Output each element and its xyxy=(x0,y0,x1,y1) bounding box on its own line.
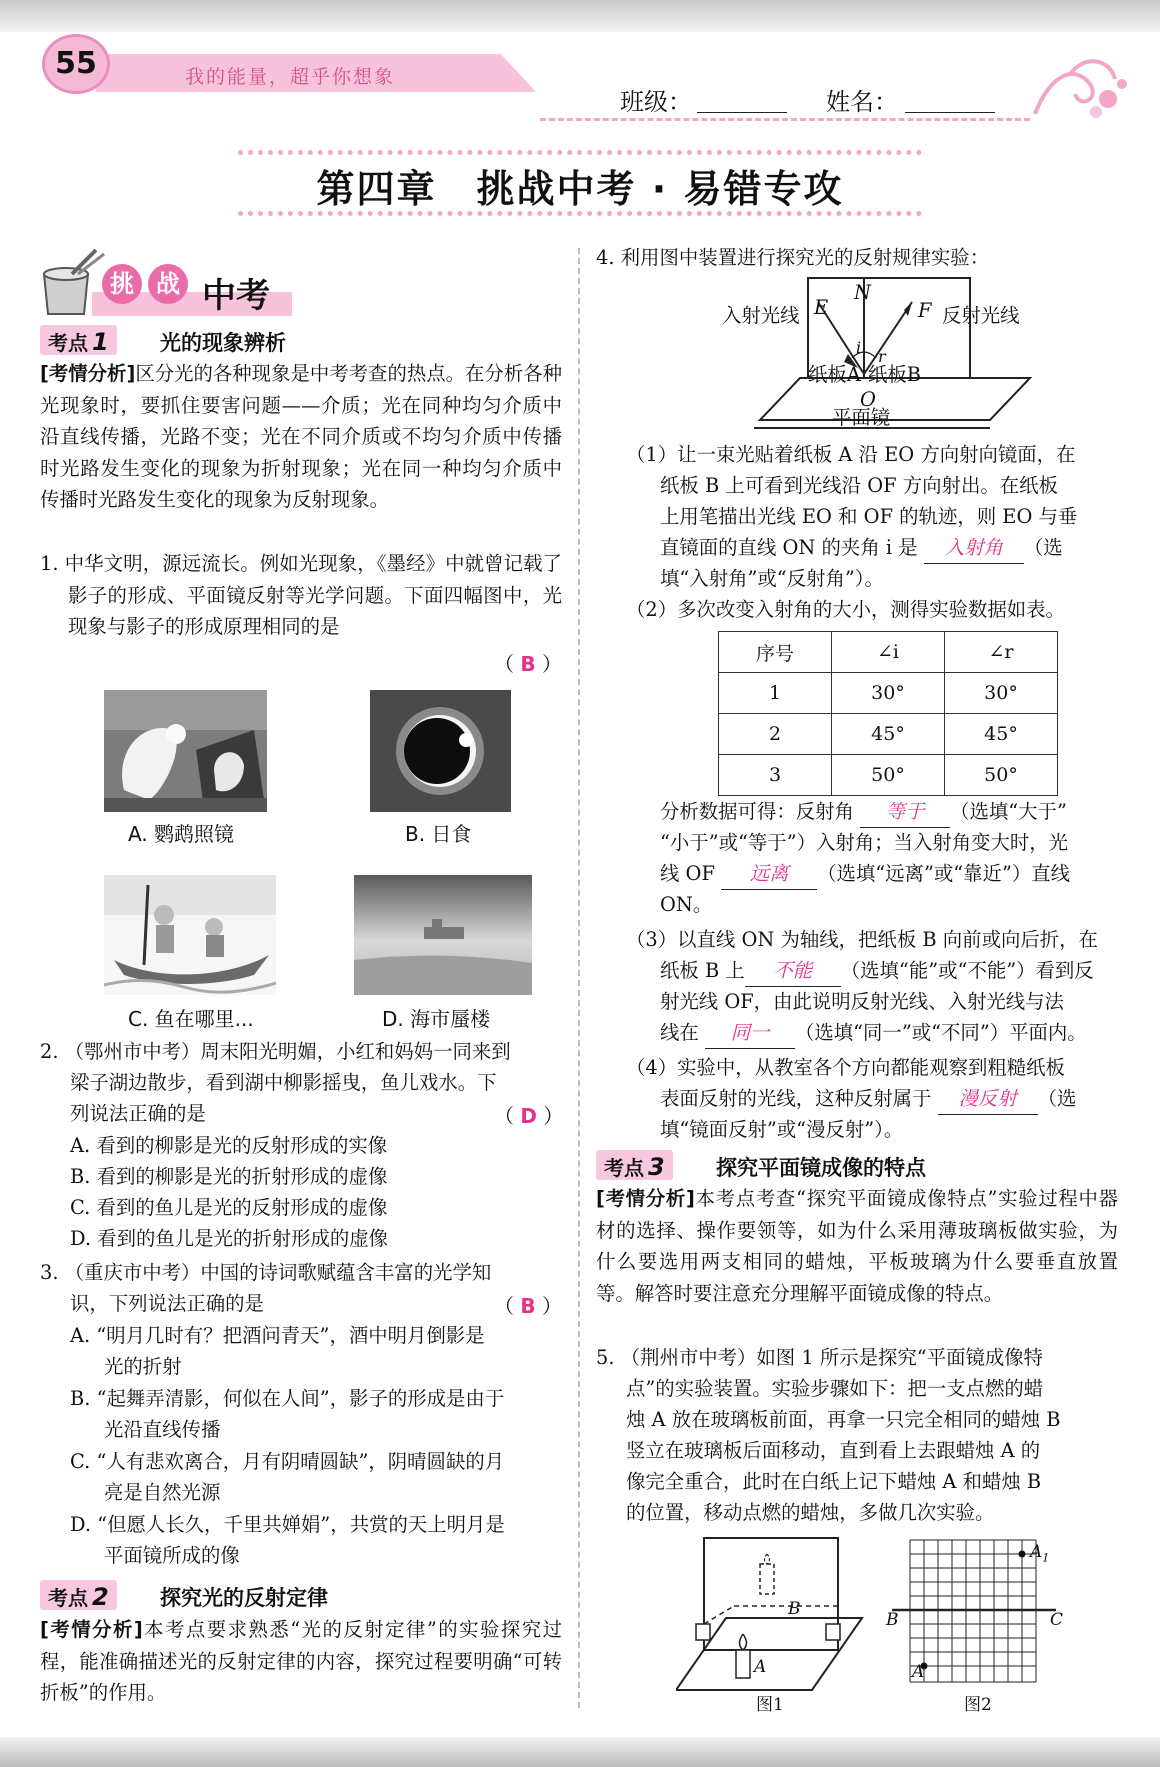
q4-p2b-pre: 分析数据可得：反射角 xyxy=(660,800,854,823)
fig2-label-a: A xyxy=(912,1662,925,1682)
q2-stem-line-2: 梁子湖边散步，看到湖中柳影摇曳，鱼儿戏水。下 xyxy=(70,1071,497,1094)
table-cell: 45° xyxy=(832,714,945,755)
fig1-caption: 图1 xyxy=(756,1695,784,1715)
analysis-1-text: 区分光的各种现象是中考考查的热点。在分析各种光现象时，要抓住要害问题——介质；光在同种均匀介质中沿直线传播，光路不变；光在不同介质或不均匀介质中传播时光路发生变化的现象为折射现象；光在同一种均匀介质中传播时光路发生变化的现象为反射现象。 xyxy=(40,362,562,511)
q4-p2b-mid: （选填“大于” xyxy=(950,800,1067,823)
q4-p4-line-3: 填“镜面反射”或“漫反射”）。 xyxy=(660,1118,904,1141)
diagram-label-n: N xyxy=(854,281,871,304)
table-cell: 3 xyxy=(719,755,832,796)
diagram-reflected-label: 反射光线 xyxy=(942,304,1020,327)
q4-p4-post2: （选 xyxy=(1037,1087,1077,1110)
q5-line-3: 烛 A 放在玻璃板前面，再拿一只完全相同的蜡烛 B xyxy=(626,1408,1061,1431)
table-header: ∠r xyxy=(945,632,1058,673)
q4-p2b-line-2: “小于”或“等于”）入射角；当入射角变大时，光 xyxy=(660,831,1069,854)
page-frame-bottom xyxy=(0,1737,1160,1767)
page-number: 55 xyxy=(42,34,110,94)
page-frame-top xyxy=(0,0,1160,32)
q4-p1-post: （选 xyxy=(1023,536,1063,559)
kaodian-2-title: 探究光的反射定律 xyxy=(160,1586,328,1610)
parrot-mirror-image xyxy=(104,690,267,812)
q3-option-a-line-1: A. “明月几时有？把酒问青天”，酒中明月倒影是 xyxy=(70,1324,485,1347)
q1-option-b: B. 日食 xyxy=(405,822,472,846)
fig2-label-a1-main: A xyxy=(1030,1542,1043,1562)
q4-p1-pre: 直镜面的直线 ON 的夹角 i 是 xyxy=(660,536,918,559)
q1-answer-box: （ B ） xyxy=(494,652,562,676)
q4-p3-line-3: 射光线 OF，由此说明反射光线、入射光线与法 xyxy=(660,990,1064,1013)
q4-p4-line-1: （4）实验中，从教室各个方向都能观察到粗糙纸板 xyxy=(626,1056,1065,1079)
q4-p2b-post3: （选填“远离”或“靠近”）直线 xyxy=(817,862,1071,885)
q4-p3-line-1: （3）以直线 ON 为轴线，把纸板 B 向前或向后折，在 xyxy=(626,928,1098,951)
q1-option-d: D. 海市蜃楼 xyxy=(382,1007,491,1031)
q2-option-b: B. 看到的柳影是光的折射形成的虚像 xyxy=(70,1165,388,1188)
q4-p3-post4: （选填“同一”或“不同”）平面内。 xyxy=(794,1021,1087,1044)
q4-p3-line-2 xyxy=(660,956,1094,987)
name-field[interactable] xyxy=(905,112,995,113)
analysis-2-text: 本考点要求熟悉“光的反射定律”的实验探究过程，能准确描述光的反射定律的内容，探究过程要明确“可转折板”的作用。 xyxy=(40,1618,562,1704)
diagram-label-i: i xyxy=(856,338,862,357)
analysis-1 xyxy=(40,358,562,516)
table-cell: 1 xyxy=(719,673,832,714)
kaodian-1-num: 1 xyxy=(92,328,109,356)
table-cell: 2 xyxy=(719,714,832,755)
diagram-board-a: 纸板A xyxy=(808,363,861,386)
analysis-2 xyxy=(40,1614,562,1709)
q4-p3-answer-2[interactable]: 同一 xyxy=(705,1018,795,1049)
table-row xyxy=(719,673,1058,714)
diagram-label-f: F xyxy=(918,299,932,322)
table-header: 序号 xyxy=(719,632,832,673)
q4-p1-line-2: 纸板 B 上可看到光线沿 OF 方向射出。在纸板 xyxy=(660,474,1058,497)
fig2-label-a1-sub: 1 xyxy=(1042,1551,1050,1565)
kaodian-1-title: 光的现象辨析 xyxy=(160,331,286,355)
analysis-2-tag: [考情分析] xyxy=(40,1618,143,1641)
q2-stem-line-1: 2. （鄂州市中考）周末阳光明媚，小红和妈妈一同来到 xyxy=(40,1040,511,1063)
diagram-label-o: O xyxy=(860,388,876,411)
q4-p1-line-1: （1）让一束光贴着纸板 A 沿 EO 方向射向镜面，在 xyxy=(626,443,1076,466)
q4-p3-answer-1[interactable]: 不能 xyxy=(745,956,841,987)
q3-stem-line-1: 3. （重庆市中考）中国的诗词歌赋蕴含丰富的光学知 xyxy=(40,1261,492,1284)
q3-stem-line-2: 识，下列说法正确的是 xyxy=(70,1292,264,1315)
q4-stem: 4. 利用图中装置进行探究光的反射规律实验： xyxy=(596,246,990,269)
q3-option-d-line-2: 平面镜所成的像 xyxy=(104,1544,240,1567)
q2-option-a: A. 看到的柳影是光的反射形成的实像 xyxy=(70,1134,388,1157)
q5-line-6: 的位置，移动点燃的蜡烛，多做几次实验。 xyxy=(626,1501,995,1524)
fig2-label-b: B xyxy=(886,1610,899,1630)
fig2-label-c: C xyxy=(1050,1610,1064,1630)
fig1-label-b: B xyxy=(788,1599,801,1619)
q3-answer: B xyxy=(520,1294,536,1318)
q5-line-4: 竖立在玻璃板后面移动，直到看上去跟蜡烛 A 的 xyxy=(626,1439,1041,1462)
section-badge-char-2: 战 xyxy=(148,264,188,304)
q1-option-c: C. 鱼在哪里... xyxy=(128,1007,254,1031)
class-label: 班级： xyxy=(620,88,692,116)
q3-option-c-line-1: C. “人有悲欢离合，月有阴晴圆缺”，阴晴圆缺的月 xyxy=(70,1450,505,1473)
q2-answer: D xyxy=(520,1104,537,1128)
diagram-label-r: r xyxy=(878,347,886,366)
table-header: ∠i xyxy=(832,632,945,673)
table-cell: 30° xyxy=(832,673,945,714)
q4-p1-line-4 xyxy=(660,533,1063,564)
table-row xyxy=(719,755,1058,796)
q4-p2b-line-4: ON。 xyxy=(660,893,713,916)
q3-option-d-line-1: D. “但愿人长久，千里共婵娟”，共赏的天上明月是 xyxy=(70,1513,505,1536)
analysis-3-tag: [考情分析] xyxy=(596,1187,695,1210)
q4-p2b-answer-1[interactable]: 等于 xyxy=(860,797,950,828)
kaodian-3-title: 探究平面镜成像的特点 xyxy=(716,1156,926,1180)
q4-p4-answer[interactable]: 漫反射 xyxy=(938,1084,1038,1115)
kaodian-2-num: 2 xyxy=(92,1583,109,1611)
q4-p1-line-5: 填“入射角”或“反射角”）。 xyxy=(660,567,884,590)
q2-stem-line-3: 列说法正确的是 xyxy=(70,1102,206,1125)
q1-stem: 1. 中华文明，源远流长。例如光现象，《墨经》中就曾记载了影子的形成、平面镜反射等光学问题。下面四幅图中，光现象与影子的形成原理相同的是 xyxy=(40,552,562,638)
kaodian-3-tag xyxy=(596,1150,673,1180)
table-row xyxy=(719,714,1058,755)
q3-option-c-line-2: 亮是自然光源 xyxy=(104,1481,221,1504)
fishing-boat-image xyxy=(104,875,276,995)
q4-p3-pre2: 纸板 B 上 xyxy=(660,959,745,982)
flower-ornament-icon xyxy=(1030,54,1130,124)
table-cell: 45° xyxy=(945,714,1058,755)
diagram-mirror-label: 平面镜 xyxy=(832,406,891,429)
q4-p3-line-4 xyxy=(660,1018,1087,1049)
slogan-text: 我的能量，超乎你想象 xyxy=(185,66,396,88)
q3-option-b-line-1: B. “起舞弄清影，何似在人间”，影子的形成是由于 xyxy=(70,1387,505,1410)
kaodian-1-tag xyxy=(40,325,117,355)
table-header-row xyxy=(719,632,1058,673)
q4-p3-pre4: 线在 xyxy=(660,1021,699,1044)
q5-line-5: 像完全重合，此时在白纸上记下蜡烛 A 和蜡烛 B xyxy=(626,1470,1042,1493)
mirage-image xyxy=(354,875,532,995)
q4-p1-answer[interactable]: 入射角 xyxy=(924,533,1024,564)
table-cell: 50° xyxy=(832,755,945,796)
q4-p2-line: （2）多次改变入射角的大小，测得实验数据如表。 xyxy=(626,598,1065,621)
q3-answer-box: （ B ） xyxy=(494,1294,562,1318)
header-divider xyxy=(540,118,1030,121)
column-divider xyxy=(578,248,580,1708)
table-cell: 30° xyxy=(945,673,1058,714)
q4-p2b-line-1 xyxy=(660,797,1067,828)
q4-p3-post2: （选填“能”或“不能”）看到反 xyxy=(840,959,1094,982)
diagram-label-e: E xyxy=(814,296,829,319)
q3-option-a-line-2: 光的折射 xyxy=(104,1355,182,1378)
q1-option-a: A. 鹦鹉照镜 xyxy=(128,822,235,846)
q4-p1-line-3: 上用笔描出光线 EO 和 OF 的轨迹，则 EO 与垂 xyxy=(660,505,1078,528)
kaodian-3-label: 考点 xyxy=(604,1156,644,1180)
q4-p4-pre2: 表面反射的光线，这种反射属于 xyxy=(660,1087,932,1110)
diagram-incident-label: 入射光线 xyxy=(722,304,800,327)
fig1-label-a: A xyxy=(754,1657,767,1677)
q4-p2b-answer-2[interactable]: 远离 xyxy=(721,859,817,890)
analysis-1-tag: [考情分析] xyxy=(40,362,136,385)
q5-line-1: 5. （荆州市中考）如图 1 所示是探究“平面镜成像特 xyxy=(596,1346,1044,1369)
kaodian-3-num: 3 xyxy=(648,1153,665,1181)
diagram-board-b: 纸板B xyxy=(868,363,922,386)
analysis-3 xyxy=(596,1183,1118,1309)
section-badge-char-1: 挑 xyxy=(102,264,142,304)
reflection-data-table xyxy=(718,631,1058,796)
q4-p4-line-2 xyxy=(660,1084,1076,1115)
kaodian-1-label: 考点 xyxy=(48,331,88,355)
fig2-caption: 图2 xyxy=(964,1695,992,1715)
q2-option-d: D. 看到的鱼儿是光的折射形成的虚像 xyxy=(70,1227,389,1250)
class-field[interactable] xyxy=(697,112,787,113)
q5-line-2: 点”的实验装置。实验步骤如下：把一支点燃的蜡 xyxy=(626,1377,1044,1400)
solar-eclipse-image xyxy=(370,690,511,812)
q1-answer: B xyxy=(520,652,536,676)
q2-answer-box: （ D ） xyxy=(494,1104,564,1128)
name-label: 姓名： xyxy=(826,88,898,116)
q3-option-b-line-2: 光沿直线传播 xyxy=(104,1418,221,1441)
kaodian-2-tag xyxy=(40,1580,117,1610)
table-cell: 50° xyxy=(945,755,1058,796)
q4-p2b-line-3 xyxy=(660,859,1070,890)
kaodian-2-label: 考点 xyxy=(48,1586,88,1610)
q4-p2b-pre3: 线 OF xyxy=(660,862,715,885)
section-badge-text: 中考 xyxy=(202,276,270,316)
q2-option-c: C. 看到的鱼儿是光的反射形成的虚像 xyxy=(70,1196,388,1219)
mirror-experiment-figure xyxy=(676,1534,866,1694)
analysis-3-text: 本考点考查“探究平面镜成像特点”实验过程中器材的选择、操作要领等，如为什么采用薄玻璃板做实验，为什么要选用两支相同的蜡烛，平板玻璃为什么要垂直放置等。解答时要注意充分理解平面镜成像的特点。 xyxy=(596,1187,1118,1305)
chapter-title: 第四章 挑战中考 · 易错专攻 xyxy=(316,167,844,211)
fig2-label-a1 xyxy=(1030,1537,1049,1573)
